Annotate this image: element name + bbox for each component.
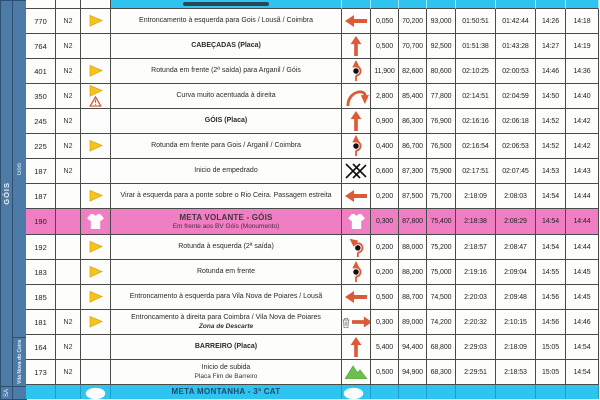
altitude-cell: 181 <box>26 310 56 335</box>
clock-time-a-cell: 14:52 <box>536 134 566 159</box>
road-cell: N2 <box>56 84 81 109</box>
total-distance-cell: 85,400 <box>399 84 427 109</box>
partial-distance-cell: 0,500 <box>371 34 399 59</box>
clock-time-a-cell: 14:26 <box>536 9 566 34</box>
clock-time-a-cell: 14:54 <box>536 209 566 235</box>
elapsed-time-a-cell: 2:29:03 <box>456 335 496 360</box>
partial-distance-cell: 0,500 <box>371 285 399 310</box>
description-cell <box>111 385 342 399</box>
remaining-distance-cell: 75,900 <box>427 159 456 184</box>
elapsed-time-a-cell: 2:18:57 <box>456 235 496 260</box>
roundabout-straight-icon <box>349 261 363 283</box>
clock-time-b-cell: 14:54 <box>566 335 599 360</box>
altitude-cell: 173 <box>26 360 56 385</box>
clock-time-b-cell <box>566 385 599 399</box>
road-cell <box>56 285 81 310</box>
flag-icon <box>89 190 103 202</box>
top-band-notes-cell <box>81 0 111 9</box>
tshirt-icon <box>87 214 104 229</box>
description-cell <box>111 260 342 285</box>
clock-time-b-cell: 14:40 <box>566 84 599 109</box>
remaining-distance-cell: 76,500 <box>427 134 456 159</box>
elapsed-time-a-cell: 02:16:16 <box>456 109 496 134</box>
description-cell <box>111 134 342 159</box>
road-cell: N2 <box>56 360 81 385</box>
direction-cell <box>342 209 371 235</box>
description-line1: META MONTANHA - 3ª CAT <box>171 387 281 396</box>
road-cell: N2 <box>56 34 81 59</box>
meta-oval-icon <box>84 387 107 399</box>
elapsed-time-a-cell: 2:29:51 <box>456 360 496 385</box>
road-cell <box>56 209 81 235</box>
remaining-distance-cell: 76,900 <box>427 109 456 134</box>
total-distance-cell: 86,300 <box>399 109 427 134</box>
remaining-distance-cell: 75,400 <box>427 209 456 235</box>
road-cell <box>56 385 81 399</box>
remaining-distance-cell: 68,300 <box>427 360 456 385</box>
flag-icon <box>89 316 103 328</box>
top-band-title-cell <box>111 0 342 9</box>
total-distance-cell <box>399 385 427 399</box>
notes-cell <box>81 235 111 260</box>
clock-time-a-cell: 14:55 <box>536 260 566 285</box>
partial-distance-cell: 0,050 <box>371 9 399 34</box>
roadbook-row <box>26 235 600 260</box>
arrow-left-icon <box>345 190 367 202</box>
description-line1: Inicio de empedrado <box>194 166 258 174</box>
roundabout-left-icon <box>348 236 364 258</box>
description-cell <box>111 235 342 260</box>
direction-cell <box>342 134 371 159</box>
description-line1: Curva muito acentuada à direita <box>176 91 276 99</box>
roadbook-row <box>26 159 600 184</box>
altitude-cell: 225 <box>26 134 56 159</box>
roadbook-row <box>26 109 600 134</box>
total-distance-cell: 88,200 <box>399 260 427 285</box>
direction-cell <box>342 59 371 84</box>
direction-cell <box>342 159 371 184</box>
mountain-icon <box>345 365 367 379</box>
sidebar-parish-next <box>12 386 27 400</box>
altitude-cell: 764 <box>26 34 56 59</box>
clock-time-a-cell: 14:27 <box>536 34 566 59</box>
elapsed-time-b-cell: 2:08:47 <box>496 235 536 260</box>
description-line1: Rotunda em frente <box>197 267 255 275</box>
altitude-cell: 187 <box>26 159 56 184</box>
description-cell <box>111 9 342 34</box>
partial-distance-cell: 0,200 <box>371 260 399 285</box>
elapsed-time-a-cell: 02:17:51 <box>456 159 496 184</box>
total-distance-cell: 87,300 <box>399 159 427 184</box>
elapsed-time-a-cell: 02:16:54 <box>456 134 496 159</box>
elapsed-time-a-cell: 02:10:25 <box>456 59 496 84</box>
clock-time-a-cell: 14:46 <box>536 59 566 84</box>
direction-cell <box>342 335 371 360</box>
partial-distance-cell: 0,200 <box>371 235 399 260</box>
cut-header-text <box>183 2 269 6</box>
arrow-right-icon <box>352 316 372 328</box>
arrow-left-icon <box>345 15 367 27</box>
direction-cell <box>342 260 371 285</box>
description-line2: Placa Fim de Barreiro <box>194 372 258 380</box>
direction-cell <box>342 235 371 260</box>
direction-cell <box>342 184 371 209</box>
description-line2: Em frente aos BV Góis (Monumento) <box>172 222 280 230</box>
meta-oval-icon <box>342 387 365 400</box>
altitude-cell: 187 <box>26 184 56 209</box>
total-distance-cell: 82,600 <box>399 59 427 84</box>
sidebar-parish-gois-label: Góis <box>16 162 23 176</box>
clock-time-a-cell: 14:54 <box>536 184 566 209</box>
curve-right-icon <box>344 86 369 107</box>
roadbook-row <box>26 260 600 285</box>
total-distance-cell: 94,400 <box>399 335 427 360</box>
partial-distance-cell <box>371 385 399 399</box>
roundabout-straight-icon <box>349 135 363 157</box>
road-cell: N2 <box>56 59 81 84</box>
description-cell <box>111 285 342 310</box>
elapsed-time-b-cell: 2:08:03 <box>496 184 536 209</box>
partial-distance-cell: 0,400 <box>371 134 399 159</box>
elapsed-time-a-cell <box>456 385 496 399</box>
elapsed-time-b-cell: 02:04:59 <box>496 84 536 109</box>
direction-cell <box>342 385 371 399</box>
elapsed-time-a-cell: 2:19:16 <box>456 260 496 285</box>
roadbook-row <box>26 9 600 34</box>
description-line1: Virar à esquerda para a ponte sobre o Rio Ceira. Passagem estreita <box>120 191 332 199</box>
sidebar-municipality-gois-label: GÓIS <box>2 182 11 205</box>
clock-time-b-cell: 14:42 <box>566 109 599 134</box>
direction-cell <box>342 360 371 385</box>
partial-distance-cell: 0,300 <box>371 209 399 235</box>
description-cell <box>111 159 342 184</box>
notes-cell <box>81 335 111 360</box>
road-cell: N2 <box>56 310 81 335</box>
roadbook-row <box>26 335 600 360</box>
elapsed-time-b-cell: 01:42:44 <box>496 9 536 34</box>
clock-time-b-cell: 14:43 <box>566 159 599 184</box>
altitude-cell: 245 <box>26 109 56 134</box>
description-cell <box>111 184 342 209</box>
flag-icon <box>89 241 103 253</box>
total-distance-cell: 89,000 <box>399 310 427 335</box>
arrow-up-icon <box>350 111 362 131</box>
road-cell: N2 <box>56 9 81 34</box>
partial-distance-cell: 5,400 <box>371 335 399 360</box>
description-line1: Entroncamento à esquerda para Vila Nova de Poiares / Lousã <box>129 292 323 300</box>
altitude-cell <box>26 385 56 399</box>
roadbook-row <box>26 59 600 84</box>
clock-time-b-cell: 14:18 <box>566 9 599 34</box>
elapsed-time-a-cell: 01:50:51 <box>456 9 496 34</box>
partial-distance-cell: 0,500 <box>371 360 399 385</box>
roadbook-row <box>26 184 600 209</box>
notes-cell <box>81 285 111 310</box>
crosshatch-icon <box>345 163 367 179</box>
partial-distance-cell: 0,900 <box>371 109 399 134</box>
notes-cell <box>81 109 111 134</box>
description-line1: GÓIS (Placa) <box>204 116 248 124</box>
sidebar-parish-vila-nova-do-ceira <box>12 337 27 387</box>
elapsed-time-b-cell: 02:06:18 <box>496 109 536 134</box>
clock-time-a-cell: 14:54 <box>536 235 566 260</box>
road-cell: N2 <box>56 109 81 134</box>
altitude-cell: 190 <box>26 209 56 235</box>
notes-cell <box>81 59 111 84</box>
direction-cell <box>342 109 371 134</box>
clock-time-b-cell: 14:45 <box>566 285 599 310</box>
clock-time-b-cell: 14:54 <box>566 360 599 385</box>
roadbook-row <box>26 84 600 109</box>
notes-cell <box>81 159 111 184</box>
elapsed-time-b-cell: 02:06:53 <box>496 134 536 159</box>
description-cell <box>111 335 342 360</box>
flag-icon <box>89 65 103 77</box>
description-line2: Zona de Descarte <box>198 322 254 330</box>
total-distance-cell: 88,000 <box>399 235 427 260</box>
top-band-road-cell <box>56 0 81 9</box>
clock-time-a-cell: 14:56 <box>536 285 566 310</box>
table-top-cut-band <box>26 0 600 9</box>
arrow-up-icon <box>350 36 362 56</box>
flag-icon <box>89 140 103 152</box>
notes-cell <box>81 209 111 235</box>
remaining-distance-cell: 80,600 <box>427 59 456 84</box>
partial-distance-cell: 2,800 <box>371 84 399 109</box>
elapsed-time-b-cell: 02:00:53 <box>496 59 536 84</box>
description-cell <box>111 34 342 59</box>
description-line1: Rotunda em frente (2ª saída) para Arganil / Góis <box>151 66 301 74</box>
remaining-distance-cell: 75,200 <box>427 235 456 260</box>
total-distance-cell: 94,900 <box>399 360 427 385</box>
clock-time-a-cell: 14:56 <box>536 310 566 335</box>
total-distance-cell: 86,700 <box>399 134 427 159</box>
road-cell: N2 <box>56 134 81 159</box>
total-distance-cell: 88,700 <box>399 285 427 310</box>
elapsed-time-a-cell: 2:20:03 <box>456 285 496 310</box>
roadbook-row <box>26 134 600 159</box>
partial-distance-cell: 11,900 <box>371 59 399 84</box>
description-cell <box>111 84 342 109</box>
elapsed-time-b-cell: 2:10:15 <box>496 310 536 335</box>
partial-distance-cell: 0,600 <box>371 159 399 184</box>
tshirt-icon <box>348 214 365 229</box>
clock-time-b-cell: 14:36 <box>566 59 599 84</box>
total-distance-cell: 87,500 <box>399 184 427 209</box>
roundabout-straight-icon <box>349 60 363 82</box>
clock-time-a-cell: 14:50 <box>536 84 566 109</box>
road-cell <box>56 184 81 209</box>
remaining-distance-cell: 74,200 <box>427 310 456 335</box>
elapsed-time-a-cell: 01:51:38 <box>456 34 496 59</box>
elapsed-time-b-cell: 2:09:04 <box>496 260 536 285</box>
notes-cell <box>81 34 111 59</box>
clock-time-b-cell: 14:45 <box>566 260 599 285</box>
clock-time-a-cell: 14:53 <box>536 159 566 184</box>
flag-icon <box>89 15 103 27</box>
top-band-altitude-cell <box>26 0 56 9</box>
description-line1: CABEÇADAS (Placa) <box>191 41 261 49</box>
altitude-cell: 164 <box>26 335 56 360</box>
flag-icon <box>89 266 103 278</box>
clock-time-b-cell: 14:44 <box>566 235 599 260</box>
description-cell <box>111 59 342 84</box>
altitude-cell: 770 <box>26 9 56 34</box>
roadbook-row <box>26 34 600 59</box>
altitude-cell: 401 <box>26 59 56 84</box>
altitude-cell: 183 <box>26 260 56 285</box>
clock-time-a-cell <box>536 385 566 399</box>
elapsed-time-b-cell: 01:43:28 <box>496 34 536 59</box>
remaining-distance-cell: 93,000 <box>427 9 456 34</box>
altitude-cell: 185 <box>26 285 56 310</box>
description-line1: BARREIRO (Placa) <box>194 342 258 350</box>
road-cell <box>56 235 81 260</box>
direction-cell <box>342 84 371 109</box>
remaining-distance-cell: 77,800 <box>427 84 456 109</box>
notes-cell <box>81 385 111 399</box>
description-cell <box>111 209 342 235</box>
sidebar-parish-vila-nova-do-ceira-label: Vila Nova do Ceira <box>16 340 23 384</box>
road-cell: N2 <box>56 159 81 184</box>
clock-time-a-cell: 14:52 <box>536 109 566 134</box>
remaining-distance-cell: 75,000 <box>427 260 456 285</box>
description-line1: Inicio de subida <box>201 364 251 372</box>
description-cell <box>111 310 342 335</box>
elapsed-time-a-cell: 2:18:38 <box>456 209 496 235</box>
total-distance-cell: 70,700 <box>399 34 427 59</box>
clock-time-b-cell: 14:42 <box>566 134 599 159</box>
roadbook-row <box>26 285 600 310</box>
notes-cell <box>81 184 111 209</box>
flag-icon <box>89 291 103 303</box>
warning-icon <box>89 96 102 107</box>
description-line1: Entroncamento à direita para Coimbra / Vila Nova de Poiares <box>131 314 321 322</box>
elapsed-time-b-cell <box>496 385 536 399</box>
remaining-distance-cell: 68,800 <box>427 335 456 360</box>
partial-distance-cell: 0,300 <box>371 310 399 335</box>
remaining-distance-cell: 75,700 <box>427 184 456 209</box>
roadbook-row <box>26 385 600 399</box>
direction-cell <box>342 34 371 59</box>
description-line1: Rotunda à esquerda (2ª saída) <box>178 242 274 250</box>
roadbook-table <box>26 0 600 399</box>
trash-icon <box>342 317 351 328</box>
roadbook-row <box>26 310 600 335</box>
remaining-distance-cell: 92,500 <box>427 34 456 59</box>
road-cell: N2 <box>56 335 81 360</box>
elapsed-time-b-cell: 02:07:45 <box>496 159 536 184</box>
partial-distance-cell: 0,200 <box>371 184 399 209</box>
notes-cell <box>81 84 111 109</box>
road-cell <box>56 260 81 285</box>
remaining-distance-cell <box>427 385 456 399</box>
elapsed-time-b-cell: 2:18:09 <box>496 335 536 360</box>
elapsed-time-b-cell: 2:18:53 <box>496 360 536 385</box>
direction-cell <box>342 310 371 335</box>
notes-cell <box>81 310 111 335</box>
description-cell <box>111 109 342 134</box>
sidebar-municipality-next-label: SÁ <box>3 388 10 397</box>
roadbook-row <box>26 360 600 385</box>
altitude-cell: 192 <box>26 235 56 260</box>
roadbook-row <box>26 209 600 235</box>
elapsed-time-a-cell: 02:14:51 <box>456 84 496 109</box>
clock-time-a-cell: 15:05 <box>536 360 566 385</box>
notes-cell <box>81 360 111 385</box>
elapsed-time-a-cell: 2:20:32 <box>456 310 496 335</box>
description-cell <box>111 360 342 385</box>
notes-cell <box>81 260 111 285</box>
direction-cell <box>342 9 371 34</box>
description-line1: META VOLANTE - GÓIS <box>179 213 273 223</box>
remaining-distance-cell: 74,500 <box>427 285 456 310</box>
description-line1: Rotunda em frente para Gois / Arganil / Coimbra <box>151 141 301 149</box>
clock-time-a-cell: 15:05 <box>536 335 566 360</box>
altitude-cell: 350 <box>26 84 56 109</box>
elapsed-time-a-cell: 2:18:09 <box>456 184 496 209</box>
direction-cell <box>342 285 371 310</box>
arrow-up-icon <box>350 337 362 357</box>
clock-time-b-cell: 14:46 <box>566 310 599 335</box>
clock-time-b-cell: 14:44 <box>566 209 599 235</box>
total-distance-cell: 87,800 <box>399 209 427 235</box>
elapsed-time-b-cell: 2:08:29 <box>496 209 536 235</box>
elapsed-time-b-cell: 2:09:48 <box>496 285 536 310</box>
notes-cell <box>81 134 111 159</box>
clock-time-b-cell: 14:44 <box>566 184 599 209</box>
arrow-left-icon <box>345 291 367 303</box>
total-distance-cell: 70,200 <box>399 9 427 34</box>
sidebar-parish-gois <box>12 0 27 338</box>
clock-time-b-cell: 14:19 <box>566 34 599 59</box>
notes-cell <box>81 9 111 34</box>
description-line1: Entroncamento à esquerda para Gois / Lousã / Coimbra <box>139 16 313 24</box>
